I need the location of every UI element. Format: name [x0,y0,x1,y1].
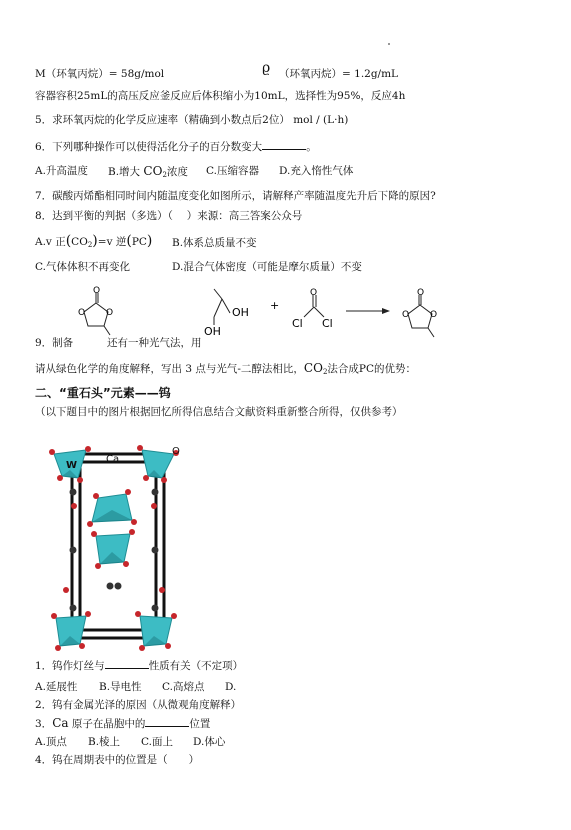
reactor-line: 容器容积25mL的高压反应釜反应后体积缩小为10mL，选择性为95%，反应4h [35,90,406,102]
q8-co2-sub: 2 [87,241,93,249]
ca-label: Ca [106,454,120,465]
answer-blank [262,139,306,150]
q6-option-a: A.升高温度 [35,165,88,177]
paren-open-2: ( [126,233,132,249]
reaction-arrow [346,308,390,314]
o-atom-phosgene: O [310,288,318,298]
q9-phosgene: 还有一种光气法，用 [107,337,202,349]
w3-option-d: D.体心 [193,736,226,748]
section-note: （以下题目中的图片根据回忆所得信息结合文献资料重新整合所得，仅供参考） [35,406,403,418]
q8-option-b: B.体系总质量不变 [172,237,257,249]
o-atom-right-right: O [430,310,438,320]
plus-sign: + [270,299,280,312]
o-atom-top-left: O [93,286,101,296]
q8-a-prefix: A.v 正 [35,236,66,248]
q8-a-mid: =v 逆 [97,236,127,248]
propylene-glycol-structure [214,289,230,325]
rho-symbol: ϱ [262,60,271,76]
q9-explain [35,361,416,379]
ca-symbol: Ca [52,716,69,730]
w1-option-a: A.延展性 [35,681,78,693]
tungsten-q2: 2．钨有金属光泽的原因（从微观角度解释） [35,699,242,711]
w1-option-d: D. [225,681,237,693]
tungsten-q1 [35,658,243,673]
question-6-end: 。 [306,141,317,153]
question-8: 8．达到平衡的判据（多选）（ ）来源：高三答案公众号 [35,210,303,222]
density-line: （环氧丙烷）= 1.2g/mL [279,68,399,80]
paren-close: ) [92,233,98,249]
scheelite-crystal-structure [44,440,194,658]
co2-formula [143,164,167,178]
o-atom-left-right: O [402,310,410,320]
question-5: 5．求环氧丙烷的化学反应速率（精确到小数点后2位） mol / (L·h) [35,114,349,126]
stray-dot [388,43,390,45]
co2-text: CO [143,164,163,178]
molar-mass-line: M（环氧丙烷）= 58g/mol [35,68,165,80]
q8-option-a [35,234,152,252]
tungsten-q3-text: 原子在晶胞中的 [68,718,146,730]
w3-option-a: A.顶点 [35,736,67,748]
answer-blank-3 [145,716,189,727]
tungsten-q1-end: 性质有关（不定项） [148,660,244,672]
paren-close-2: ) [146,233,153,249]
tungsten-q1-text: 1．钨作灯丝与 [35,660,105,672]
tungsten-q3-prefix: 3． [35,718,53,730]
w3-option-c: C.面上 [141,736,173,748]
o-atom-top-right: O [417,288,425,298]
q6-option-b-tail: 浓度 [166,166,188,178]
o-atom-left-left: O [78,308,86,318]
tungsten-q4: 4．钨在周期表中的位置是（ ） [35,754,200,766]
q8-option-c: C.气体体积不再变化 [35,261,130,273]
q8-a-pc: PC [131,236,147,248]
co2-sub: 2 [162,171,167,179]
q9-co2-sub: 2 [322,368,328,376]
section-title: 二、“重石头”元素——钨 [35,386,171,400]
question-6-text: 6．下列哪种操作可以使得活化分子的百分数变大 [35,141,263,153]
oh-label-1: OH [232,306,249,319]
w1-option-c: C.高熔点 [162,681,205,693]
q8-co2: CO [71,236,88,248]
q9-explain-tail: 法合成PC的优势： [327,363,417,375]
o-label: O [172,446,180,457]
w1-option-b: B.导电性 [99,681,142,693]
oh-label-2: OH [204,325,221,338]
q6-option-b [108,164,188,182]
answer-blank-2 [105,658,149,669]
o-atom-right-left: O [106,308,114,318]
q9-co2: CO [303,361,323,375]
w3-option-b: B.棱上 [88,736,121,748]
cl-label-1: Cl [292,317,303,330]
question-7: 7．碳酸丙烯酯相同时间内随温度变化如图所示，请解释产率随温度先升后下降的原因? [35,190,436,202]
tungsten-q3-end: 位置 [189,718,211,730]
paren-open: ( [65,233,72,249]
q9-prepare: 9．制备 [35,337,74,349]
q6-option-d: D.充入惰性气体 [279,165,354,177]
phosgene-structure [304,295,324,317]
question-6 [35,139,317,154]
q6-option-c: C.压缩容器 [206,165,259,177]
q6-option-b-label: B.增大 [108,166,141,178]
w-label: W [66,460,78,471]
q9-explain-text: 请从绿色化学的角度解释，写出 3 点与光气-二醇法相比， [35,363,304,375]
tungsten-q3 [35,716,210,731]
cl-label-2: Cl [322,317,333,330]
q8-option-d: D.混合气体密度（可能是摩尔质量）不变 [172,261,362,273]
